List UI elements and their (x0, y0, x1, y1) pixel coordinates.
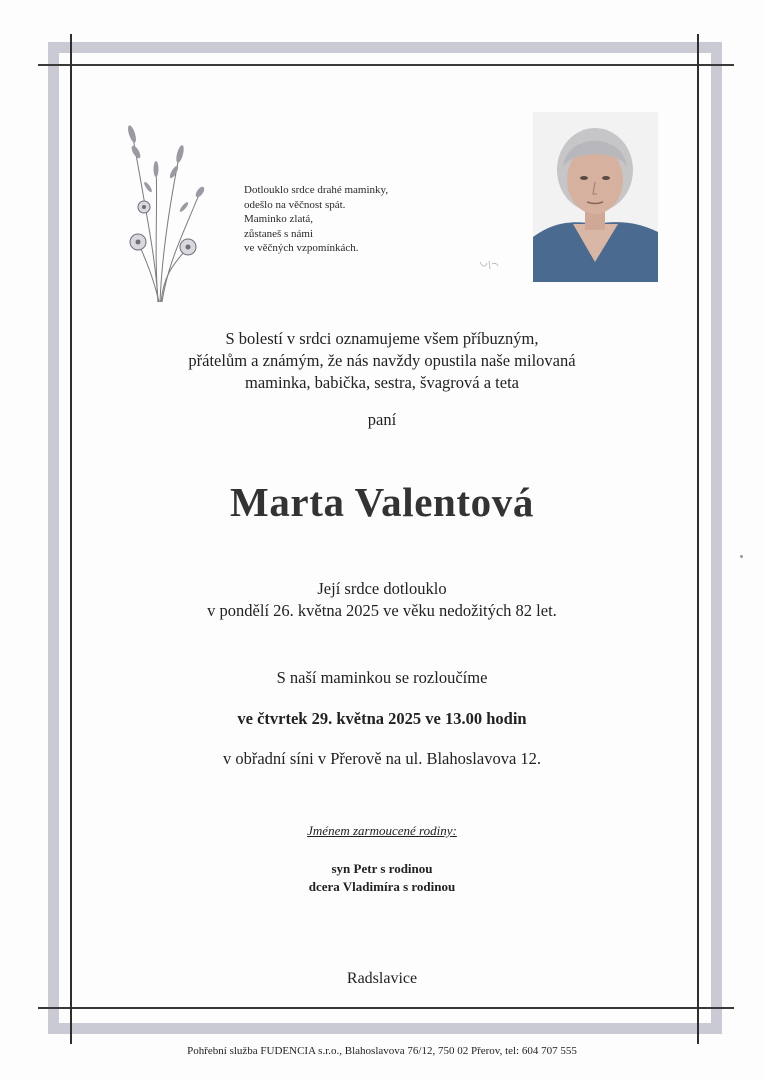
top-rule (38, 64, 734, 66)
poem-line: Dotlouklo srdce drahé maminky, (244, 184, 389, 196)
poem-line: odešlo na věčnost spát. (244, 198, 346, 211)
poem (244, 183, 444, 256)
ceremony-place: v obřadní síni v Přerově na ul. Blahoslavova 12. (222, 749, 542, 768)
death-line: Její srdce dotlouklo (317, 579, 447, 598)
wildflower-bouquet-icon (118, 112, 218, 307)
farewell-text: S naší maminkou se rozloučíme (276, 668, 488, 687)
family-list (0, 860, 764, 896)
death-line: v pondělí 26. května 2025 ve věku nedožitých 82 let. (207, 601, 557, 620)
deceased-name: Marta Valentová (230, 479, 534, 525)
pencil-mark-icon (478, 258, 500, 272)
town-name: Radslavice (346, 970, 418, 987)
family-heading (0, 823, 764, 839)
family-member: syn Petr s rodinou (331, 861, 433, 876)
speck (740, 555, 743, 558)
portrait-photo (533, 112, 658, 282)
family-heading-text: Jménem zarmoucené rodiny: (307, 823, 457, 838)
death-notice (0, 578, 764, 622)
family-member: dcera Vladimíra s rodinou (308, 879, 456, 894)
funeral-service-footer: Pohřební služba FUDENCIA s.r.o., Blahoslavova 76/12, 750 02 Přerov, tel: 604 707 555 (187, 1045, 577, 1057)
bottom-rule (38, 1007, 734, 1009)
poem-line: zůstaneš s námi (244, 227, 314, 240)
salutation: paní (367, 410, 397, 429)
announcement-line: přátelům a známým, že nás navždy opustila naše milovaná (188, 351, 576, 370)
announcement-text (0, 328, 764, 394)
poem-line: ve věčných vzpomínkách. (244, 242, 359, 255)
announcement-line: S bolestí v srdci oznamujeme všem příbuzným, (225, 329, 539, 348)
ceremony-datetime: ve čtvrtek 29. května 2025 ve 13.00 hodin (237, 709, 527, 728)
poem-line: Maminko zlatá, (244, 213, 314, 226)
announcement-line: maminka, babička, sestra, švagrová a teta (245, 373, 519, 392)
